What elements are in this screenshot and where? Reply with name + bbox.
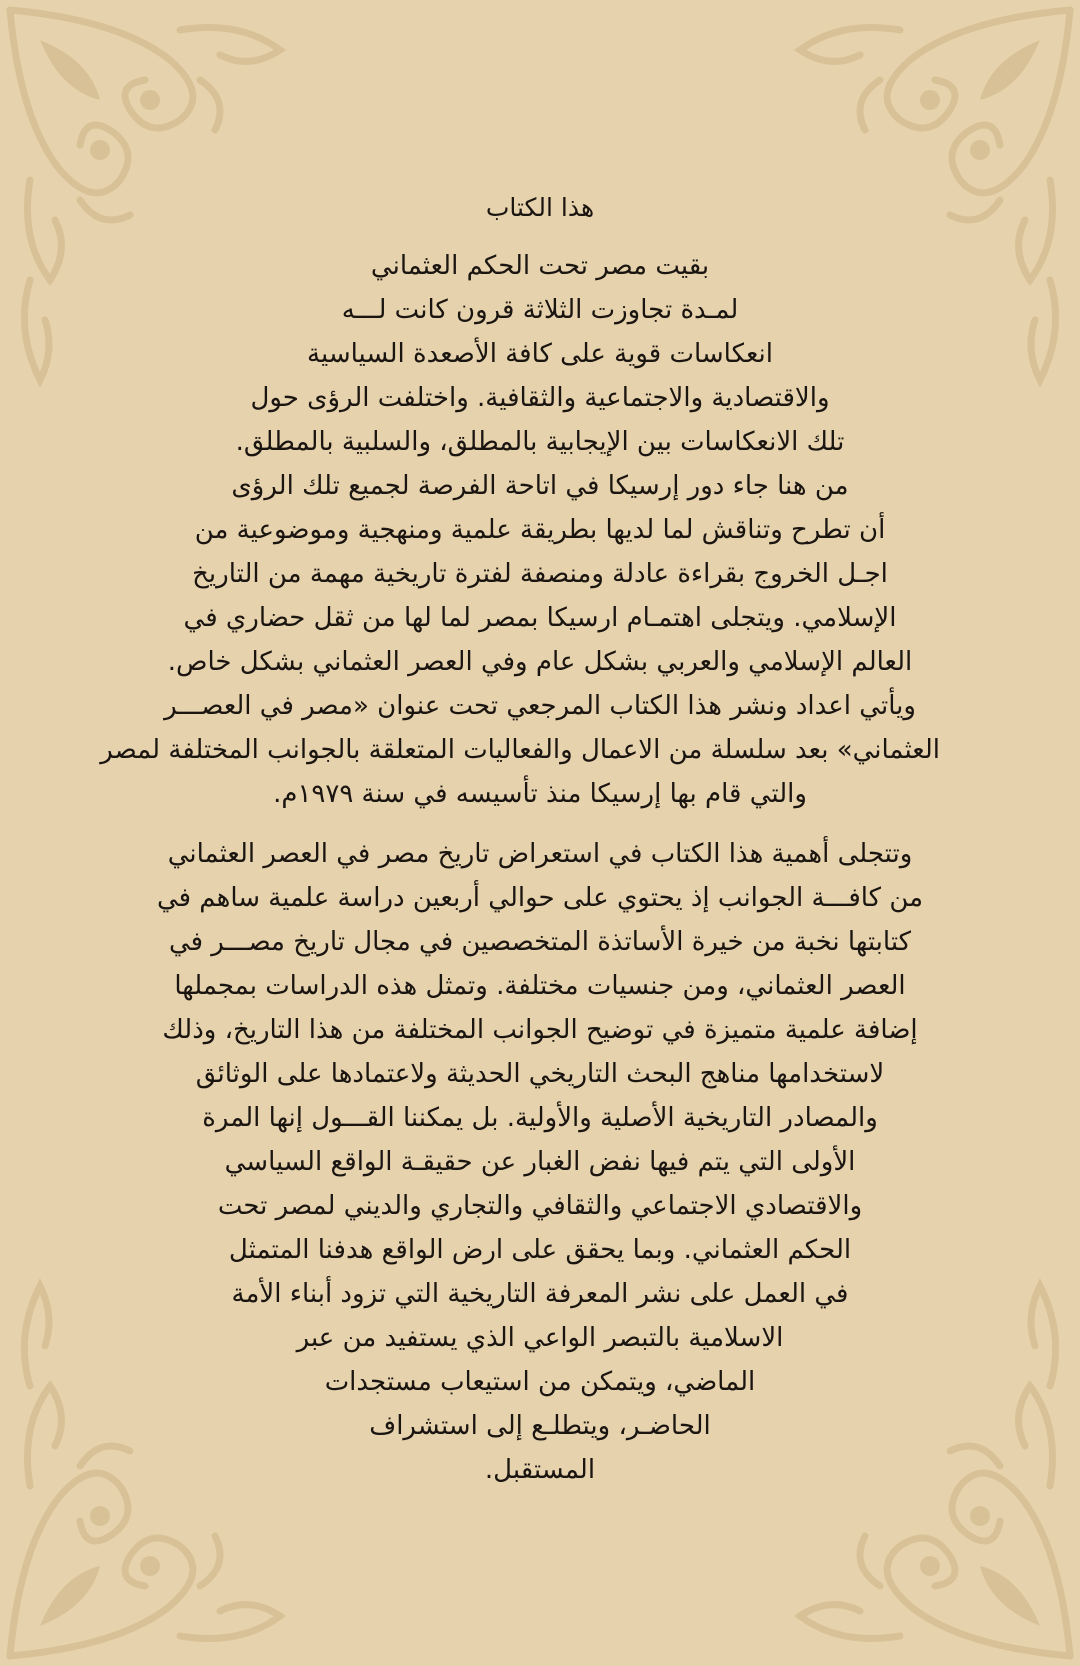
paragraph-2-line: الاسلامية بالتبصر الواعي الذي يستفيد من عبر [296,1323,784,1353]
paragraph-1-line: والاقتصادية والاجتماعية والثقافية. واختلفت الرؤى حول [250,383,830,413]
paragraph-2-line: كتابتها نخبة من خيرة الأساتذة المتخصصين في مجال تاريخ مصـــر في [168,927,912,957]
paragraph-2-line: الأولى التي يتم فيها نفض الغبار عن حقيقـة الواقع السياسي [224,1147,856,1177]
paragraph-1 [100,244,940,816]
paragraph-2-line: العصر العثماني، ومن جنسيات مختلفة. وتمثل هذه الدراسات بمجملها [174,971,906,1001]
paragraph-2-line: الحاضـر، ويتطلـع إلى استشراف [369,1411,711,1441]
paragraph-1-line: ويأتي اعداد ونشر هذا الكتاب المرجعي تحت عنوان «مصر في العصـــر [164,691,916,721]
paragraph-1-line: الإسلامي. ويتجلى اهتمـام ارسيكا بمصر لما لها من ثقل حضاري في [183,603,897,633]
paragraph-1-line: من هنا جاء دور إرسيكا في اتاحة الفرصة لجميع تلك الرؤى [231,471,849,501]
paragraph-2-line: إضافة علمية متميزة في توضيح الجوانب المختلفة من هذا التاريخ، وذلك [162,1015,918,1045]
paragraph-gap [140,816,940,832]
paragraph-2-line: وتتجلى أهمية هذا الكتاب في استعراض تاريخ مصر في العصر العثماني [167,839,913,869]
paragraph-1-line: العثماني» بعد سلسلة من الاعمال والفعاليات المتعلقة بالجوانب المختلفة لمصر [100,735,940,765]
text-block [100,188,940,1492]
paragraph-1-line: والتي قام بها إرسيكا منذ تأسيسه في سنة ١٩٧٩م. [273,779,807,809]
paragraph-2-line: والاقتصادي الاجتماعي والثقافي والتجاري والديني لمصر تحت [217,1191,863,1221]
paragraph-2-line: في العمل على نشر المعرفة التاريخية التي تزود أبناء الأمة [231,1279,849,1309]
paragraph-2-line: من كافـــة الجوانب إذ يحتوي على حوالي أربعين دراسة علمية ساهم في [156,883,924,913]
paragraph-2-line: الحكم العثماني. وبما يحقق على ارض الواقع هدفنا المتمثل [228,1235,852,1265]
paragraph-2-line: لاستخدامها مناهج البحث التاريخي الحديثة ولاعتمادها على الوثائق [195,1059,885,1089]
paragraph-1-line: لمـدة تجاوزت الثلاثة قرون كانت لـــه [341,295,739,325]
paragraph-2-line: والمصادر التاريخية الأصلية والأولية. بل يمكننا القـــول إنها المرة [202,1103,878,1133]
paragraph-1-line: أن تطرح وتناقش لما لديها بطريقة علمية ومنهجية وموضوعية من [194,515,886,545]
paragraph-2-line: المستقبل. [484,1455,596,1485]
paragraph-1-line: اجـل الخروج بقراءة عادلة ومنصفة لفترة تاريخية مهمة من التاريخ [192,559,888,589]
paragraph-2-line: الماضي، ويتمكن من استيعاب مستجدات [324,1367,756,1397]
paragraph-1-line: انعكاسات قوية على كافة الأصعدة السياسية [307,339,773,369]
paragraph-1-line: العالم الإسلامي والعربي بشكل عام وفي العصر العثماني بشكل خاص. [167,647,913,677]
paragraph-1-line: تلك الانعكاسات بين الإيجابية بالمطلق، والسلبية بالمطلق. [235,427,845,457]
paragraph-1-line: بقيت مصر تحت الحكم العثماني [370,251,710,281]
paragraph-2 [140,832,940,1492]
page-heading: هذا الكتاب [485,193,595,222]
